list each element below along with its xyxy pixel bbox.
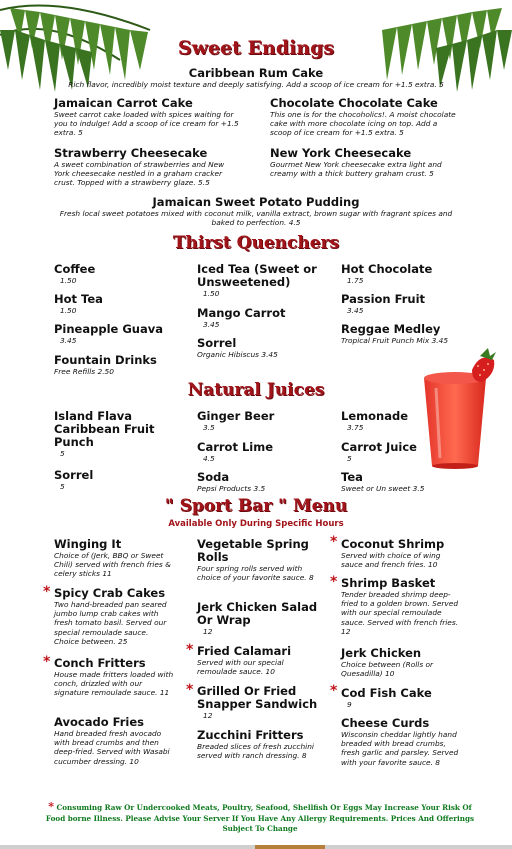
sport-item-spicy-crab-cakes [54, 587, 174, 646]
raw-warning-star: * [43, 584, 51, 600]
menu-item-sweet-potato-pudding [52, 196, 460, 227]
raw-warning-star: * [330, 574, 338, 590]
item-name: Hot Chocolate [341, 262, 433, 276]
item-name: Iced Tea (Sweet or Unsweetened) [197, 262, 317, 289]
item-desc: Served with choice of wing sauce and french fries. 10 [341, 551, 441, 570]
item-price: 3.75 [347, 423, 364, 432]
item-name: Avocado Fries [54, 715, 144, 729]
sport-item-winging-it [54, 538, 174, 579]
juice-ginger-beer [197, 410, 322, 432]
item-name: Cheese Curds [341, 716, 430, 730]
item-price: Tropical Fruit Punch Mix 3.45 [341, 336, 449, 345]
item-name: Jerk Chicken [341, 646, 422, 660]
item-desc: Wisconsin cheddar lightly hand breaded with bread crumbs, fresh garlic and parsley. Served with your favorite sauce. 8 [341, 730, 459, 767]
disclaimer-star: * [48, 800, 55, 813]
sport-item-jerk-chicken-salad [197, 601, 322, 636]
item-desc: Hand breaded fresh avocado with bread crumbs and then deep-fried. Served with Wasabi cucumber dressing. 10 [54, 729, 170, 766]
drink-hot-chocolate [341, 263, 471, 285]
sport-item-shrimp-basket [341, 577, 461, 636]
item-price: 9 [347, 700, 352, 709]
item-price: Pepsi Products 3.5 [197, 484, 266, 493]
menu-item-chocolate-cake [270, 97, 460, 138]
sport-item-fried-calamari [197, 645, 322, 676]
juice-carrot-lime [197, 441, 322, 463]
item-name: Passion Fruit [341, 292, 426, 306]
disclaimer-text: Consuming Raw Or Undercooked Meats, Poultry, Seafood, Shellfish Or Eggs May Increase Your Risk Of Food borne Illness. Please Advise Your Server If You Have Any Allergy Requirements. Prices And Offerings Subject To Change [45, 803, 475, 833]
item-name: Grilled Or Fried Snapper Sandwich [197, 684, 318, 711]
item-name: Coconut Shrimp [341, 537, 445, 551]
item-name: Lemonade [341, 409, 408, 423]
juice-tea [341, 471, 471, 493]
juice-island-flava [54, 410, 179, 458]
drink-iced-tea [197, 263, 322, 298]
item-name: Strawberry Cheesecake [54, 146, 208, 160]
item-name: Mango Carrot [197, 306, 286, 320]
sport-item-coconut-shrimp [341, 538, 461, 569]
item-price: 3.5 [203, 423, 215, 432]
item-name: Fried Calamari [197, 644, 292, 658]
item-desc: Served with our special remoulade sauce. 10 [197, 658, 284, 677]
item-name: Jamaican Carrot Cake [54, 96, 193, 110]
item-desc: Four spring rolls served with choice of your favorite sauce. 8 [197, 564, 314, 583]
item-price: Free Refills 2.50 [54, 367, 114, 376]
juice-soda [197, 471, 322, 493]
item-price: 1.50 [60, 306, 77, 315]
drink-sorrel [197, 337, 322, 359]
sport-item-jerk-chicken [341, 647, 461, 678]
menu-item-strawberry-cheesecake [54, 147, 259, 188]
item-name: Fountain Drinks [54, 353, 157, 367]
section-title-thirst-quenchers: Thirst Quenchers [172, 233, 340, 253]
item-price: 12 [203, 711, 213, 720]
item-desc: House made fritters loaded with conch, drizzled with our signature remoulade sauce. 11 [54, 670, 174, 698]
drink-passion-fruit [341, 293, 471, 315]
bottom-divider [0, 845, 512, 849]
item-price: 1.50 [203, 289, 220, 298]
item-price: 1.75 [347, 276, 364, 285]
allergy-disclaimer [40, 802, 480, 835]
bottom-accent [255, 845, 325, 849]
item-name: Cod Fish Cake [341, 686, 432, 700]
sport-item-cod-fish-cake [341, 687, 461, 709]
item-desc: Fresh local sweet potatoes mixed with coconut milk, vanilla extract, brown sugar with fragrant spices and baked to perfection. 4.5 [59, 209, 453, 228]
sport-item-zucchini-fritters [197, 729, 322, 760]
item-name: Soda [197, 470, 230, 484]
item-name: Caribbean Rum Cake [188, 66, 324, 80]
item-name: Ginger Beer [197, 409, 275, 423]
item-name: Reggae Medley [341, 322, 441, 336]
item-price: 5 [60, 449, 65, 458]
juice-sorrel [54, 469, 179, 491]
item-price: 4.5 [203, 454, 215, 463]
item-name: Vegetable Spring Rolls [197, 537, 309, 564]
section-title-sweet-endings: Sweet Endings [177, 37, 335, 59]
drink-mango-carrot [197, 307, 322, 329]
item-desc: Gourmet New York cheesecake extra light and creamy with a thick buttery graham crust. 5 [270, 160, 442, 179]
item-price: 1.50 [60, 276, 77, 285]
raw-warning-star: * [186, 642, 194, 658]
sport-item-cheese-curds [341, 717, 461, 767]
sport-item-snapper-sandwich [197, 685, 322, 720]
item-name: Sorrel [197, 336, 237, 350]
sport-item-conch-fritters [54, 657, 174, 698]
raw-warning-star: * [43, 654, 51, 670]
item-name: Shrimp Basket [341, 576, 436, 590]
item-price: Organic Hibiscus 3.45 [197, 350, 278, 359]
section-title-sport-bar: " Sport Bar " Menu [164, 496, 348, 516]
item-desc: Choice of (Jerk, BBQ or Sweet Chili) served with french fries & celery sticks 11 [54, 551, 171, 579]
item-price: 5 [347, 454, 352, 463]
item-desc: Rich flavor, incredibly moist texture and deeply satisfying. Add a scoop of ice cream for +1.5 extra. 5 [68, 80, 444, 89]
item-desc: Sweet carrot cake loaded with spices waiting for you to indulge! Add a scoop of ice cream for +1.5 extra. 5 [54, 110, 239, 138]
item-name: Tea [341, 470, 363, 484]
drink-coffee [54, 263, 189, 285]
item-name: New York Cheesecake [270, 146, 412, 160]
item-name: Conch Fritters [54, 656, 146, 670]
item-desc: Tender breaded shrimp deep-fried to a golden brown. Served with our special remoulade sauce. Served with french fries. 12 [341, 590, 459, 636]
item-price: 3.45 [203, 320, 220, 329]
section-title-natural-juices: Natural Juices [187, 380, 325, 400]
raw-warning-star: * [186, 682, 194, 698]
section-subtitle-hours: Available Only During Specific Hours [168, 519, 344, 529]
menu-item-rum-cake [0, 67, 512, 89]
item-name: Hot Tea [54, 292, 103, 306]
sport-item-avocado-fries [54, 716, 174, 766]
juice-lemonade [341, 410, 451, 432]
item-desc: This one is for the chocoholics!. A moist chocolate cake with more chocolate icing on top. Add a scoop of ice cream for +1.5 extra. 5 [270, 110, 456, 138]
sport-item-spring-rolls [197, 538, 322, 582]
item-desc: A sweet combination of strawberries and New York cheesecake nestled in a graham cracker crust. Topped with a strawberry glaze. 5.5 [54, 160, 225, 188]
item-desc: Breaded slices of fresh zucchini served with ranch dressing. 8 [197, 742, 314, 761]
raw-warning-star: * [330, 534, 338, 550]
item-price: 12 [203, 627, 213, 636]
item-name: Spicy Crab Cakes [54, 586, 166, 600]
raw-warning-star: * [330, 683, 338, 699]
drink-hot-tea [54, 293, 189, 315]
item-desc: Choice between (Rolls or Quesadilla) 10 [341, 660, 434, 679]
menu-item-carrot-cake [54, 97, 269, 138]
item-name: Island Flava Caribbean Fruit Punch [54, 409, 155, 449]
item-name: Carrot Juice [341, 440, 417, 454]
juice-carrot-juice [341, 441, 451, 463]
drink-reggae-medley [341, 323, 471, 345]
item-price: 3.45 [60, 336, 77, 345]
item-name: Pineapple Guava [54, 322, 163, 336]
item-price: 3.45 [347, 306, 364, 315]
item-name: Jerk Chicken Salad Or Wrap [197, 600, 318, 627]
item-name: Carrot Lime [197, 440, 273, 454]
drink-pineapple-guava [54, 323, 189, 345]
item-price: 5 [60, 482, 65, 491]
item-desc: Two hand-breaded pan seared jumbo lump crab cakes with fresh tomato basil. Served our special remoulade sauce. Choice between. 25 [54, 600, 167, 646]
item-name: Chocolate Chocolate Cake [270, 96, 438, 110]
item-name: Jamaican Sweet Potato Pudding [152, 195, 360, 209]
menu-item-ny-cheesecake [270, 147, 455, 178]
item-name: Winging It [54, 537, 122, 551]
item-name: Sorrel [54, 468, 94, 482]
item-name: Coffee [54, 262, 96, 276]
drink-fountain-drinks [54, 354, 189, 376]
item-price: Sweet or Un sweet 3.5 [341, 484, 425, 493]
item-name: Zucchini Fritters [197, 728, 304, 742]
